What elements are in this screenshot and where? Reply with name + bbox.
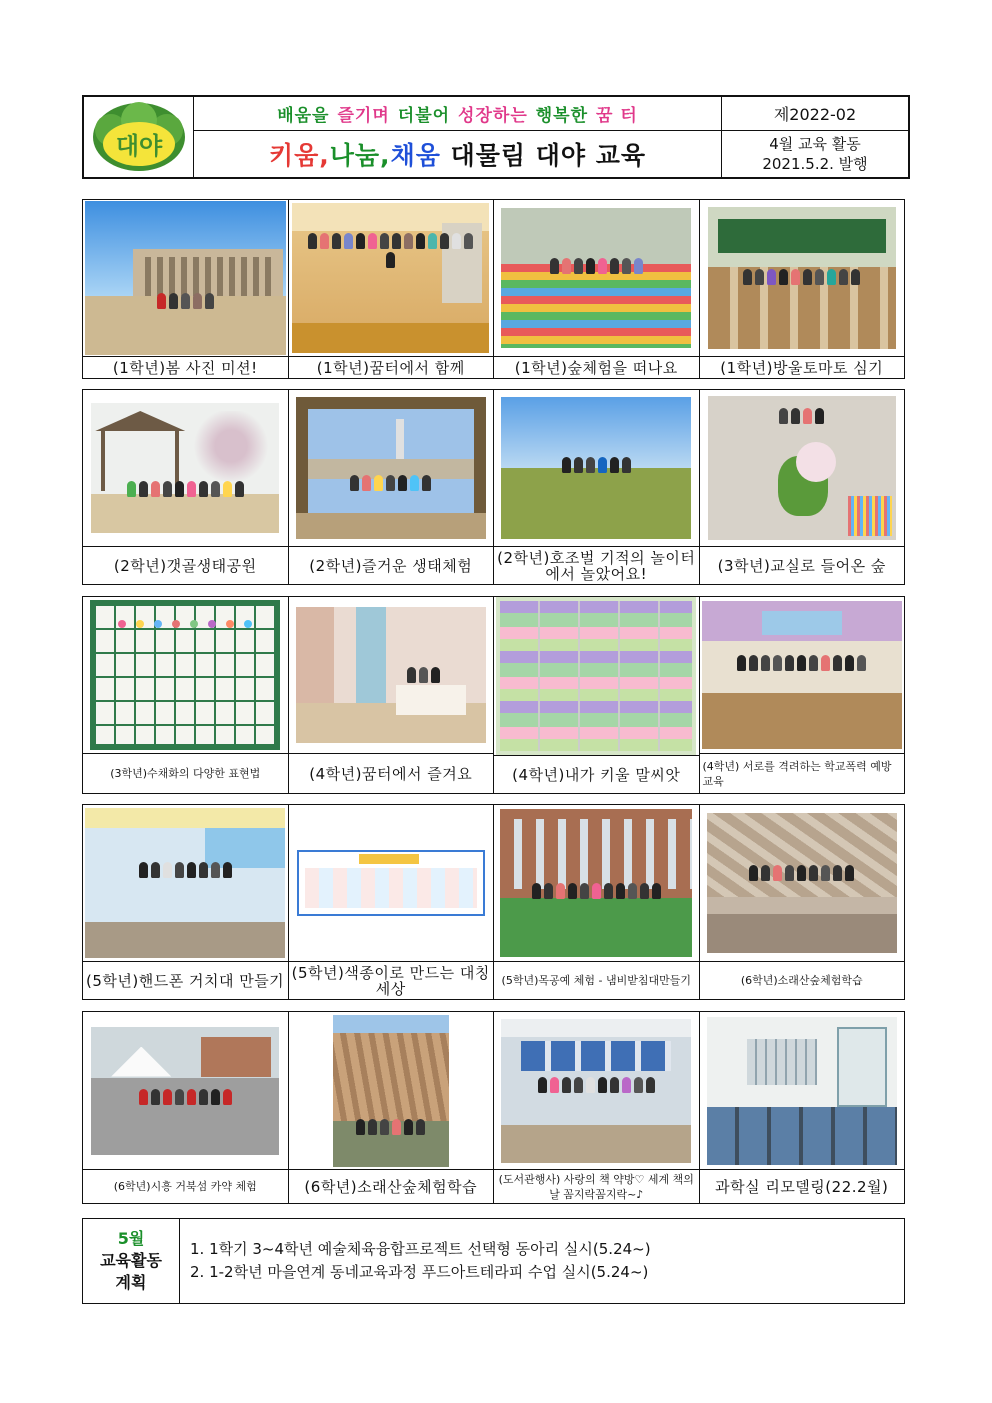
photo-cell	[289, 597, 495, 793]
photo-caption: (4학년) 서로를 격려하는 학교폭력 예방교육	[700, 753, 905, 793]
plan-label	[83, 1219, 180, 1303]
photo-caption: (5학년)색종이로 만드는 대칭 세상	[289, 961, 494, 999]
photo-cell	[83, 200, 289, 378]
photo-caption: (6학년)시흥 거북섬 카약 체험	[83, 1169, 288, 1203]
issue-subject: 4월 교육 활동	[769, 135, 861, 153]
photo-cell	[289, 390, 495, 584]
title-part: 대물림 대야 교육	[440, 141, 647, 170]
photo-cell	[289, 200, 495, 378]
photo	[296, 397, 486, 539]
photo-cell	[700, 597, 905, 793]
motto-word: 배움을	[277, 106, 330, 126]
plan-item: 2. 1-2학년 마을연계 동네교육과정 푸드아트테라피 수업 실시(5.24~)	[190, 1263, 649, 1281]
photo	[707, 813, 897, 953]
tree-logo-icon	[89, 100, 189, 174]
photo	[91, 1027, 279, 1155]
motto-word: 꿈 터	[596, 106, 638, 126]
motto-word: 행복한	[535, 106, 589, 126]
photo-cell	[83, 805, 289, 999]
photo-row-1	[82, 199, 905, 379]
photo-cell	[83, 390, 289, 584]
photo-cell	[494, 805, 700, 999]
may-plan-table	[82, 1218, 905, 1304]
photo	[496, 597, 696, 755]
photo-cell	[494, 390, 700, 584]
photo	[333, 1015, 449, 1167]
photo-caption: (4학년)꿈터에서 즐겨요	[289, 753, 494, 793]
photo-caption: (도서관행사) 사랑의 책 약방♡ 세계 책의 날 꼼지락꼼지락~♪	[494, 1169, 699, 1203]
photo	[90, 600, 280, 750]
photo-caption: (5학년)목공예 체험 - 냄비받침대만들기	[494, 961, 699, 999]
photo-caption: (5학년)핸드폰 거치대 만들기	[83, 961, 288, 999]
photo-caption: (6학년)소래산숲체험학습	[289, 1169, 494, 1203]
plan-label-month: 5월	[117, 1229, 145, 1248]
plan-label-line: 교육활동	[100, 1251, 162, 1270]
photo	[296, 607, 486, 743]
title-part: 키움,	[268, 141, 330, 170]
school-logo	[84, 97, 194, 177]
photo-cell	[700, 200, 905, 378]
plan-item: 1. 1학기 3~4학년 예술체육융합프로젝트 선택형 동아리 실시(5.24~)	[190, 1240, 651, 1258]
photo	[292, 203, 489, 353]
motto-word: 더불어	[397, 106, 451, 126]
plan-label-line: 계획	[115, 1273, 147, 1292]
photo	[708, 207, 896, 349]
photo-cell	[494, 200, 700, 378]
photo	[702, 601, 902, 749]
title-part: 채움	[390, 141, 441, 170]
photo	[501, 1019, 691, 1163]
photo-cell	[700, 1012, 905, 1203]
photo	[500, 809, 692, 957]
photo-cell	[289, 1012, 495, 1203]
motto-word: 즐기며	[337, 106, 390, 126]
logo-text: 대야	[115, 132, 162, 160]
newsletter-header	[82, 95, 910, 179]
photo-caption: (2학년)즐거운 생태체험	[289, 546, 494, 584]
newsletter-title	[194, 131, 721, 177]
photo-row-3	[82, 596, 905, 794]
issue-number: 제2022-02	[722, 97, 908, 131]
photo	[297, 850, 485, 916]
photo-caption: (4학년)내가 키울 말씨앗	[494, 755, 699, 793]
photo-cell	[494, 1012, 700, 1203]
photo-cell	[83, 597, 289, 793]
photo-caption: (3학년)수채화의 다양한 표현법	[83, 753, 288, 793]
motto-word: 성장하는	[458, 106, 528, 126]
photo	[707, 1017, 897, 1165]
photo-row-2	[82, 389, 905, 585]
photo	[91, 403, 279, 533]
plan-items	[180, 1219, 904, 1303]
photo-cell	[83, 1012, 289, 1203]
photo	[708, 396, 896, 540]
photo-caption: (6학년)소래산숲체험학습	[700, 961, 905, 999]
title-part: 나눔,	[329, 141, 391, 170]
photo	[501, 397, 691, 539]
photo-row-4	[82, 804, 905, 1000]
photo-caption: (1학년)방울토마토 심기	[700, 356, 905, 378]
photo	[501, 208, 691, 348]
photo-caption: (1학년)꿈터에서 함께	[289, 356, 494, 378]
photo-row-5	[82, 1011, 905, 1204]
photo-cell	[289, 805, 495, 999]
photo-caption: (3학년)교실로 들어온 숲	[700, 546, 905, 584]
issue-date: 2021.5.2. 발행	[762, 155, 868, 173]
photo	[85, 808, 285, 958]
photo-caption: (1학년)숲체험을 떠나요	[494, 356, 699, 378]
photo-caption: 과학실 리모델링(22.2월)	[700, 1169, 905, 1203]
photo-caption: (2학년)갯골생태공원	[83, 546, 288, 584]
photo-cell	[700, 805, 905, 999]
photo-cell	[494, 597, 700, 793]
school-motto	[194, 97, 721, 131]
photo-cell	[700, 390, 905, 584]
photo	[85, 201, 286, 355]
photo-caption: (1학년)봄 사진 미션!	[83, 356, 288, 378]
photo-caption: (2학년)호조벌 기적의 놀이터에서 놀았어요!	[494, 546, 699, 584]
